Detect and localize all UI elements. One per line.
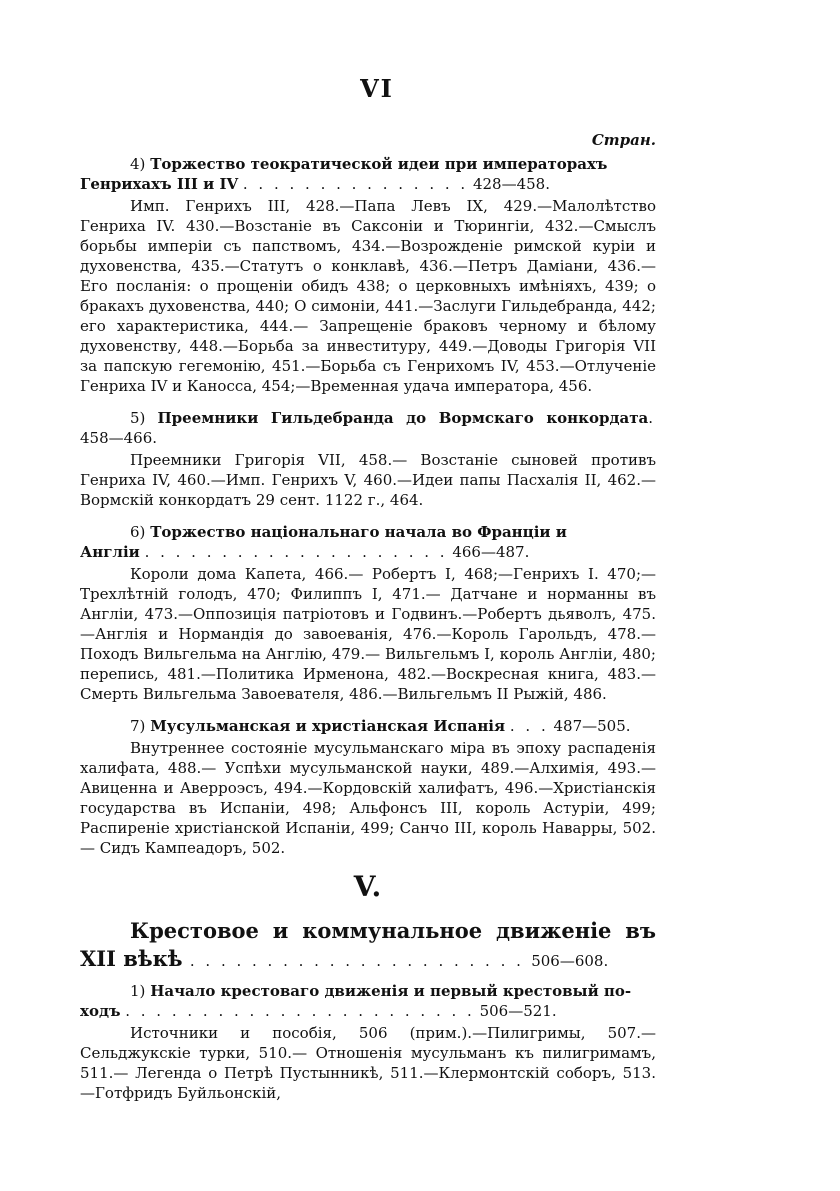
section-title-line1: Мусульманская и христіанская Испанія (150, 717, 506, 735)
page-range: 466—487. (452, 543, 530, 561)
leader-dots: . (648, 409, 656, 427)
section-summary: Внутреннее состояніе мусульманскаго міра въ эпоху распаденія халифата, 488.— Успѣхи мусульманской науки, 489.—Алхимія, 493.—Авиценна и Аверроэсъ, 494.—Кордовскій халифатъ, 496.—Христіанскія государства въ Испаніи, 498; Альфонсъ III, король Астуріи, 499; Распиреніе христіанской Испаніи, 499; Санчо III, король Наварры, 502.— Сидъ Кампеадоръ, 502. (80, 739, 656, 857)
table-of-contents (80, 154, 656, 1115)
toc-section (80, 408, 656, 510)
leader-dots: . . . . . . . . . . . . . . . . . . . . . . . (125, 1002, 475, 1020)
section-title-line1: Преемники Гильдебранда до Вормскаго конкордата (157, 409, 649, 427)
section-number: 6) (130, 523, 146, 541)
leader-dots: . . . (509, 717, 549, 735)
section-title-line2: Англіи (80, 543, 140, 561)
section-title-line1: Начало крестоваго движенія и первый крестовый по- (150, 982, 632, 1000)
section-title-line1: Торжество теократической идеи при императорахъ (150, 155, 608, 173)
section-heading (80, 981, 656, 1021)
section-title-line2: ходъ (80, 1002, 121, 1020)
part-title-line1: Крестовое и коммунальное движеніе въ XII (80, 918, 656, 971)
leader-dots: . . . . . . . . . . . . . . . (242, 175, 469, 193)
section-summary: Имп. Генрихъ III, 428.—Папа Левъ IX, 429.—Малолѣтство Генриха IV. 430.—Возстаніе въ Саксоніи и Тюрингіи, 432.—Смыслъ борьбы имперіи съ папствомъ, 434.—Возрожденіе римской куріи и духовенства, 435.—Статутъ о конклавѣ, 436.—Петръ Даміани, 436.— Его посланія: о прощеніи обидъ 438; о церковныхъ имѣніяхъ, 439; о бракахъ духовенства, 440; О симоніи, 441.—Заслуги Гильдебранда, 442; его характеристика, 444.— Запрещеніе браковъ черному и бѣлому духовенству, 448.—Борьба за инвеституру, 449.—Доводы Григорія VII за папскую гегемонію, 451.—Борьба съ Генрихомъ IV, 453.—Отлученіе Генриха IV и Каносса, 454;—Временная удача императора, 456. (80, 197, 656, 395)
section-number: 7) (130, 717, 146, 735)
section-number: 5) (130, 409, 146, 427)
page-column-label: Стран. (591, 131, 656, 149)
page-number: VI (360, 74, 394, 103)
section-number: 4) (130, 155, 146, 173)
page-range: 428—458. (472, 175, 550, 193)
page-range: 506—608. (531, 952, 609, 970)
toc-section (80, 716, 656, 858)
toc-section (80, 522, 656, 704)
leader-dots: . . . . . . . . . . . . . . . . . . . . (144, 543, 448, 561)
section-summary: Короли дома Капета, 466.— Робертъ I, 468;—Генрихъ I. 470;—Трехлѣтній голодъ, 470; Филиппъ I, 471.— Датчане и норманны въ Англіи, 473.—Оппозиція патріотовъ и Годвинъ.—Робертъ дьяволъ, 475.—Англія и Нормандія до завоеванія, 476.—Король Гарольдъ, 478.—Походъ Вильгельма на Англію, 479.— Вильгельмъ I, король Англіи, 480; перепись, 481.—Политика Ирменона, 482.—Воскресная книга, 483.—Смерть Вильгельма Завоевателя, 486.—Вильгельмъ II Рыжій, 486. (80, 565, 656, 703)
toc-section (80, 981, 656, 1103)
part-numeral: V. (353, 870, 383, 903)
part-title (80, 917, 656, 975)
section-heading (80, 716, 656, 736)
page-range: 487—505. (553, 717, 631, 735)
page-range: 506—521. (479, 1002, 557, 1020)
section-title-line2: Генрихахъ III и IV (80, 175, 239, 193)
section-summary: Источники и пособія, 506 (прим.).—Пилигримы, 507.— Сельджукскіе турки, 510.— Отношенія мусульманъ къ пилигримамъ, 511.— Легенда о Петрѣ Пустынникѣ, 511.—Клермонтскій соборъ, 513.—Готфридъ Буйльонскій, (80, 1024, 656, 1102)
section-heading (80, 522, 656, 562)
section-heading (80, 408, 656, 448)
page-range: 458—466. (80, 429, 158, 447)
section-number: 1) (130, 982, 146, 1000)
section-summary: Преемники Григорія VII, 458.— Возстаніе сыновей противъ Генриха IV, 460.—Имп. Генрихъ V, 460.—Идеи папы Пасхалія II, 462.—Вормскій конкордатъ 29 сент. 1122 г., 464. (80, 451, 656, 509)
section-title-line1: Торжество національнаго начала во Франціи и (150, 523, 567, 541)
part-title-line2: вѣкѣ (123, 946, 183, 971)
leader-dots: . . . . . . . . . . . . . . . . . . . . . . (189, 952, 524, 970)
toc-section (80, 154, 656, 396)
section-heading (80, 154, 656, 194)
